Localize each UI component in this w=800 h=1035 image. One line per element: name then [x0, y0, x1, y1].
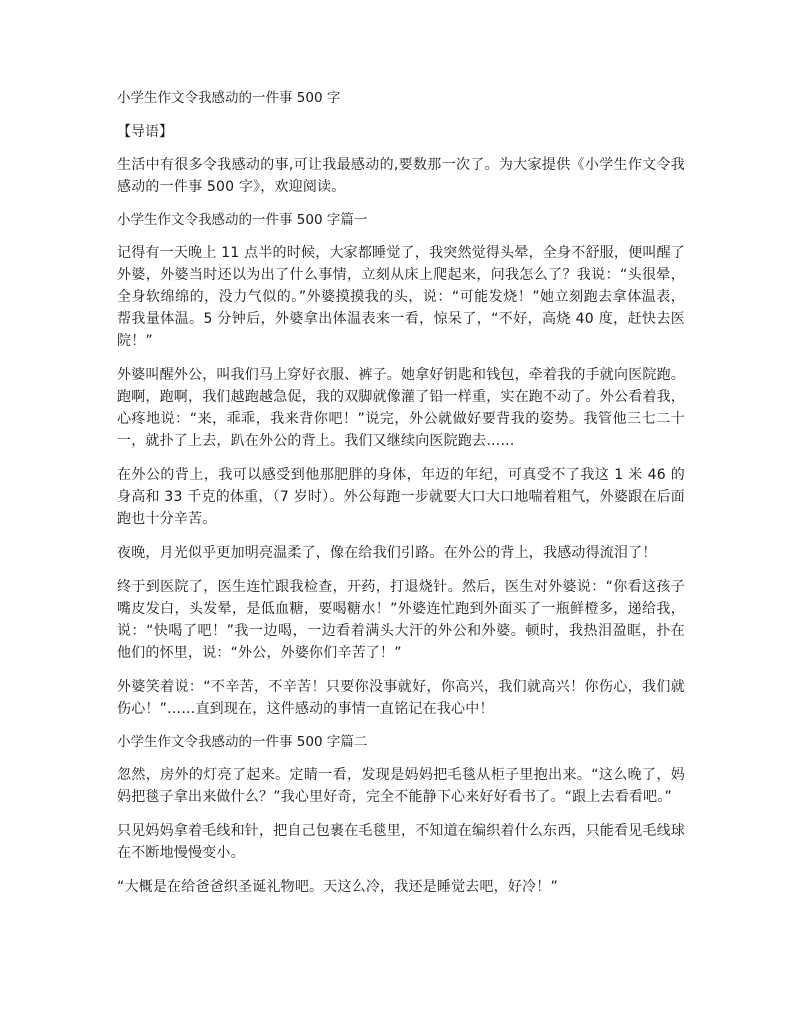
- part2-paragraph-1: 忽然，房外的灯亮了起来。定睛一看，发现是妈妈把毛毯从柜子里抱出来。“这么晚了，妈妈把毯子拿出来做什么？”我心里好奇，完全不能静下心来好好看书了。“跟上去看看吧。”: [117, 767, 685, 805]
- document-page: [117, 88, 685, 910]
- part1-paragraph-3: 在外公的背上，我可以感受到他那肥胖的身体，年迈的年纪，可真受不了我这 1 米 46 的身高和 33 千克的体重，（7 岁时）。外公每跑一步就要大口大口地喘着粗气，外婆跟在后面跑也十分辛苦。: [117, 467, 685, 527]
- part1-paragraph-6: 外婆笑着说：“不辛苦，不辛苦！只要你没事就好，你高兴，我们就高兴！你伤心，我们就伤心！”……直到现在，这件感动的事情一直铭记在我心中！: [117, 679, 685, 717]
- part1-paragraph-2: 外婆叫醒外公，叫我们马上穿好衣服、裤子。她拿好钥匙和钱包，牵着我的手就向医院跑。跑啊，跑啊，我们越跑越急促，我的双脚就像灌了铅一样重，实在跑不动了。外公看着我，心疼地说：“来，乖乖，我来背你吧！”说完，外公就做好要背我的姿势。我管他三七二十一，就扑了上去，趴在外公的背上。我们又继续向医院跑去……: [117, 367, 685, 449]
- part1-paragraph-4: 夜晚，月光似乎更加明亮温柔了，像在给我们引路。在外公的背上，我感动得流泪了！: [117, 545, 657, 561]
- part2-paragraph-3: “大概是在给爸爸织圣诞礼物吧。天这么冷，我还是睡觉去吧，好冷！”: [117, 879, 558, 895]
- part1-paragraph-5: 终于到医院了，医生连忙跟我检查，开药，打退烧针。然后，医生对外婆说：“你看这孩子嘴皮发白，头发晕，是低血糖，要喝糖水！”外婆连忙跑到外面买了一瓶鲜橙多，递给我，说：“快喝了吧！”我一边喝，一边看着满头大汗的外公和外婆。顿时，我热泪盈眶，扑在他们的怀里，说：“外公，外婆你们辛苦了！”: [117, 579, 685, 661]
- part1-heading: 小学生作文令我感动的一件事 500 字篇一: [117, 212, 368, 228]
- part1-paragraph-1: 记得有一天晚上 11 点半的时候，大家都睡觉了，我突然觉得头晕，全身不舒服，便叫醒了外婆，外婆当时还以为出了什么事情，立刻从床上爬起来，问我怎么了？我说：“头很晕，全身软绵绵的，没力气似的。”外婆摸摸我的头，说：“可能发烧！”她立刻跑去拿体温表，帮我量体温。5 分钟后，外婆拿出体温表来一看，惊呆了，“不好，高烧 40 度，赶快去医院！”: [117, 245, 685, 349]
- part2-heading: 小学生作文令我感动的一件事 500 字篇二: [117, 734, 368, 750]
- intro-paragraph: 生活中有很多令我感动的事,可让我最感动的,要数那一次了。为大家提供《小学生作文令我感动的一件事 500 字》，欢迎阅读。: [117, 157, 685, 195]
- part2-paragraph-2: 只见妈妈拿着毛线和针，把自己包裹在毛毯里，不知道在编织着什么东西，只能看见毛线球在不断地慢慢变小。: [117, 823, 685, 861]
- document-title: 小学生作文令我感动的一件事 500 字: [117, 90, 341, 106]
- intro-label: 【导语】: [117, 124, 173, 140]
